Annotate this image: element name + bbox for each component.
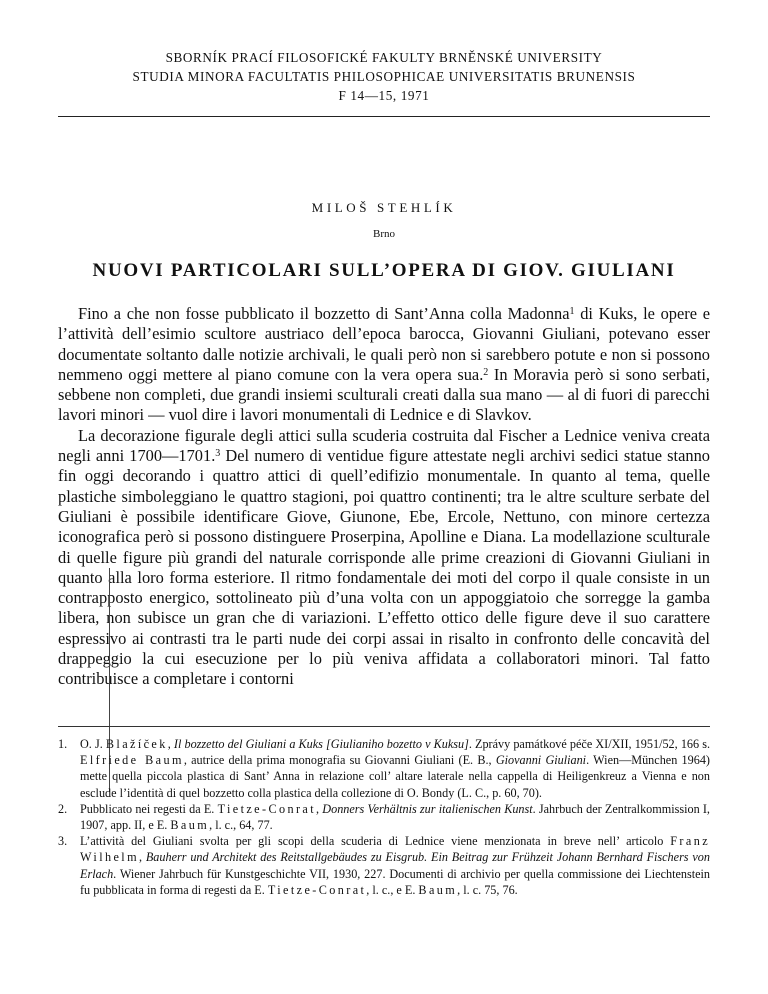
fn-title-italic: Giovanni Giuliani: [495, 753, 587, 768]
fn-title-italic: Donners Verhältnis zur italienischen Kunst: [322, 801, 533, 816]
paragraph-1-text-a: Fino a che non fosse pubblicato il bozzetto di Sant’Anna colla Madonna: [78, 304, 570, 323]
fn-seg: , l. c., 64, 77.: [209, 818, 273, 833]
fn-seg: . Wien—München 1964) mette quella piccola plastica di Sant’ Anna in relazione coll’ altare laterale nella cappella di Heiligenkreuz a Vienna e non esclude l’identità di quel bozzetto colla plastica della collezione di O. Bondy (L. C., p. 60, 70).: [80, 753, 710, 800]
footnotes: [58, 736, 710, 898]
footnote-number: 2.: [58, 801, 68, 816]
fn-author-spaced: Baum: [418, 882, 458, 897]
journal-header: [60, 48, 708, 105]
fn-title-italic: Il bozzetto del Giuliani a Kuks [Giulianiho bozetto v Kuksu]: [173, 737, 469, 751]
fn-seg: , l. c. 75, 76.: [457, 882, 518, 897]
fn-title-italic: Bauherr und Architekt des Reitstallgebäudes zu Eisgrub. Ein Beitrag zur Frühzeit Johann Bernhard Fischers von Erlach: [80, 850, 710, 881]
paragraph-1-text-c: In Moravia però si sono serbati, sebbene non completi, due grandi insiemi sculturali creati dalla sua mano — al di fuori di parecchi lavori minori — vuol dire i lavori monumentali di Lednice e di Slavkov.: [58, 364, 711, 425]
footnote-number: 1.: [58, 737, 68, 751]
fn-seg: . Wiener Jahrbuch für Kunstgeschichte VII, 1930, 227. Documenti di archivio per quella commissione dei Liechtenstein fu pubblicata in forma di regesti da E.: [80, 866, 710, 897]
paragraph-2-text-a: La decorazione figurale degli attici sulla scuderia costruita dal Fischer a Lednice veniva creata negli anni 1700—1701.: [58, 425, 710, 466]
footnote-ref-1[interactable]: 1: [569, 306, 575, 317]
journal-header-line-1: SBORNÍK PRACÍ FILOSOFICKÉ FAKULTY BRNĚNSKÉ UNIVERSITY: [165, 50, 603, 65]
paragraph-1: [58, 304, 710, 426]
fn-seg: Pubblicato nei regesti da E.: [80, 801, 218, 816]
footnote-ref-2[interactable]: 2: [483, 366, 489, 378]
fn-seg: L’attività del Giuliani svolta per gli scopi della scuderia di Lednice viene menzionata in breve nell’ articolo: [80, 834, 671, 849]
paragraph-2: [58, 426, 710, 690]
fn-seg: ,: [167, 737, 174, 751]
fn-seg: O. J.: [80, 737, 106, 751]
journal-header-line-3: F 14—15, 1971: [338, 88, 430, 103]
author-name: MILOŠ STEHLÍK: [311, 200, 457, 215]
fn-author-spaced: Elfriede Baum: [80, 753, 184, 768]
footnote-number: 3.: [58, 834, 68, 849]
fn-seg: . Zprávy památkové péče XI/XII, 1951/52, 166 s.: [468, 737, 711, 751]
footnote-3: [58, 833, 710, 898]
fn-author-spaced: Franz Wilhelm: [80, 834, 710, 865]
footnote-text: [80, 736, 710, 801]
fn-seg: ,: [316, 801, 323, 816]
paragraph-2-text-b: Del numero di ventidue figure attestate negli archivi sedici statue stanno fin oggi decorando i quattro attici di quell’edifizio monumentale. In quanto al tema, quelle plastiche simboleggiano le quattro stagioni, poi quattro continenti; tra le altre sculture serbate del Giuliani è possibile identificare Giove, Giunone, Ebe, Ercole, Nettuno, con minore certezza iconografica però si possono distinguere Proserpina, Apolline e Diana. La modellazione sculturale di quelle figure più grandi del naturale corrisponde alle prime creazioni di Giovanni Giuliani in quanto alla loro forma esteriore. Il ritmo fondamentale dei moti del corpo il quale consiste in un contrapposto energico, sottolineato più d’una volta con un appoggiatoio che sorregge la gamba libera, non subisce un gran che di variazioni. L’effetto ottico delle figure deve il suo carattere espressivo ai contrasti tra le parti nude dei corpi assai in risalto in confronto delle concavità del drappeggio la cui esecuzione per lo più veniva affidata a collaboratori minori. Tal fatto contribuisce a completare i contorni: [58, 446, 710, 689]
fn-author-spaced: Blažíček: [105, 737, 168, 751]
fn-author-spaced: Baum: [170, 818, 210, 833]
fn-seg: , l. c., e E.: [366, 882, 419, 897]
article-title: NUOVI PARTICOLARI SULL’OPERA DI GIOV. GIULIANI: [92, 260, 676, 281]
footnote-divider: [58, 726, 710, 727]
footnote-1: [58, 736, 710, 801]
article-body: [58, 304, 710, 690]
header-divider: [58, 116, 710, 117]
journal-header-line-2: STUDIA MINORA FACULTATIS PHILOSOPHICAE UNIVERSITATIS BRUNENSIS: [132, 69, 636, 84]
author-affiliation: Brno: [373, 228, 395, 240]
fn-author-spaced: Tietze-Conrat: [217, 801, 317, 816]
fn-seg: . Jahrbuch der Zentralkommission I, 1907, app. II, e E.: [80, 801, 710, 833]
footnote-text: [80, 833, 710, 898]
footnote-ref-3[interactable]: 3: [215, 448, 221, 460]
paragraph-1-text-b: di Kuks, le opere e l’attività dell’esimio scultore austriaco dell’epoca barocca, Giovanni Giuliani, potevano esser documentate soltanto dalle notizie archivali, le quali però non si sarebbero potute e non si possono nemmeno oggi mettere al piano comune con la vera opera sua.: [58, 304, 710, 384]
fn-seg: , autrice della prima monografia su Giovanni Giuliani (E. B.,: [183, 753, 496, 768]
fn-author-spaced: Tietze-Conrat: [267, 882, 367, 897]
footnote-2: [58, 801, 710, 833]
footnote-text: [80, 801, 710, 833]
fn-seg: ,: [138, 850, 146, 865]
